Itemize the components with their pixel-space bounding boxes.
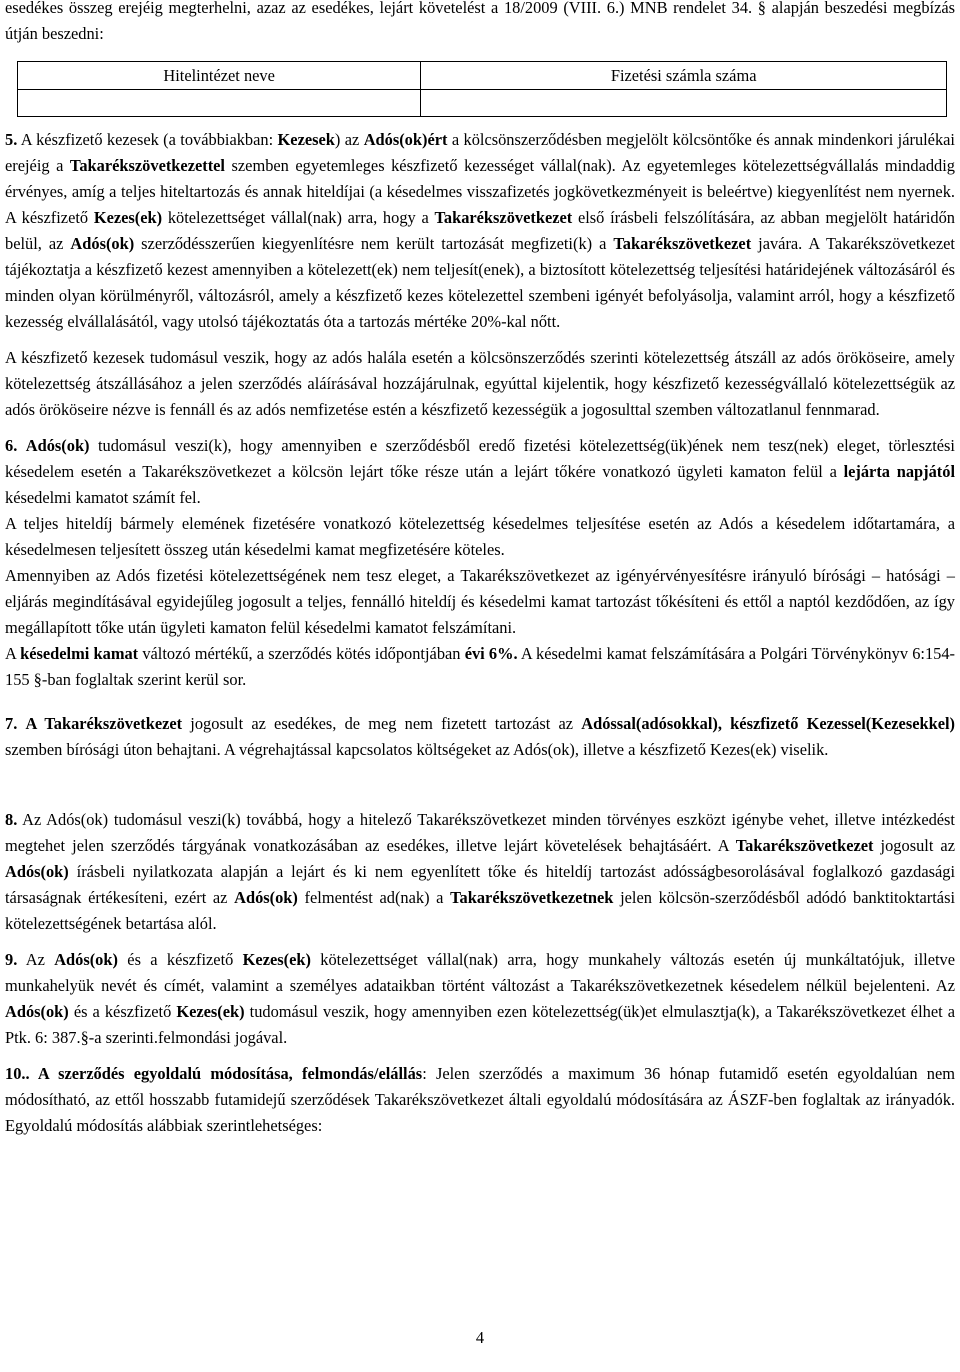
section-6-paragraph-4: A késedelmi kamat változó mértékű, a szerződés kötés időpontjában évi 6%. A késedelmi kamat felszámítására a Polgári Törvénykönyv 6:154-155 §-ban foglaltak szerint kerül sor. xyxy=(5,644,956,689)
section-10-paragraph: 10.. A szerződés egyoldalú módosítása, felmondás/elállás: Jelen szerződés a maximum 36 hónap futamidő esetén egyoldalúan nem módosítható, az ettől hosszabb futamidejű szerződések Takarékszövetkezet általi egyoldalú módosítására az ÁSZF-ben foglaltak az irányadók. Egyoldalú módosítás alábbiak szerintlehetséges: xyxy=(5,1064,955,1135)
section-9-number: 9. xyxy=(5,950,18,969)
section-6-number: 6. xyxy=(5,436,18,455)
section-5-heirs-paragraph: A készfizető kezesek tudomásul veszik, hogy az adós halála esetén a kölcsönszerződés szerinti kötelezettség átszáll az adós örököseire, amely kötelezettség átszállásához a jelen szerződés aláírásával hozzájárulnak, egyúttal kijelentik, hogy készfizető kezességvállaló kötelezettségük az adós örököseire nézve is fennáll és az adós nemfizetése estén a készfizető kezességük a jogosulttal szemben változatlanul fennmarad. xyxy=(5,348,955,419)
section-8-paragraph: 8. Az Adós(ok) tudomásul veszi(k) továbbá, hogy a hitelező Takarékszövetkezet minden törvényes eszközt igénybe vehet, illetve intézkedést megtehet jelen szerződés tárgyának vonatkozásában az esedékes, illetve lejárt követelések behajtásáért. A Takarékszövetkezet jogosult az Adós(ok) írásbeli nyilatkozata alapján a lejárt és ki nem egyenlített tőke és hiteldíj tartozást adósságbesorolásával foglalkozó gazdasági társaságnak értékesíteni, ezért az Adós(ok) felmentést ad(nak) a Takarékszövetkezetnek jelen kölcsön-szerződésből adódó banktitoktartási kötelezettségének betartása alól. xyxy=(5,810,956,933)
bank-account-table xyxy=(17,61,947,117)
section-6-paragraph-3: Amennyiben az Adós fizetési kötelezettségének nem tesz eleget, a Takarékszövetkezet az igényérvényesítésre irányuló bírósági – hatósági – eljárás megindításával egyidejűleg jogosult a teljes, fennálló hiteldíj és késedelmi kamat tartozást tőkésíteni és ettől a naptól kezdődően, az így megállapított tőke után ügyleti kamaton felül késedelmi kamatot felszámítani. xyxy=(5,566,955,637)
section-7-number: 7. xyxy=(5,714,18,733)
header-account-number: Fizetési számla száma xyxy=(421,62,947,90)
document-page xyxy=(5,0,955,1139)
cell-account-number xyxy=(421,90,947,117)
intro-paragraph: esedékes összeg erejéig megterhelni, azaz az esedékes, lejárt követelést a 18/2009 (VIII. 6.) MNB rendelet 34. § alapján beszedési megbízás útján beszedni: xyxy=(5,0,955,43)
section-6-paragraph-2: A teljes hiteldíj bármely elemének fizetésére vonatkozó kötelezettség késedelmes teljesítése esetén az Adós a késedelem időtartamára, a késedelmesen teljesített összeg után késedelmi kamat megfizetésére köteles. xyxy=(5,514,955,559)
section-5-number: 5. xyxy=(5,130,18,149)
page-number: 4 xyxy=(475,1328,485,1347)
section-7-paragraph: 7. A Takarékszövetkezet jogosult az esedékes, de meg nem fizetett tartozást az Adóssal(adósokkal), készfizető Kezessel(Kezesekkel) szemben bírósági úton behajtani. A végrehajtással kapcsolatos költségeket az Adós(ok), illetve a készfizető Kezes(ek) viselik. xyxy=(5,714,955,759)
cell-bank-name xyxy=(18,90,421,117)
section-8-number: 8. xyxy=(5,810,18,829)
section-9-paragraph: 9. Az Adós(ok) és a készfizető Kezes(ek) kötelezettséget vállal(nak) arra, hogy munkahely változás esetén új munkáltatójuk, illetve munkahelyük nevét és címét, valamint a személyes adataikban történt változást a Takarékszövetkezetnek késedelem nélkül bejelenteni. Az Adós(ok) és a készfizető Kezes(ek) tudomásul veszik, hogy amennyiben ezen kötelezettség(ük)et elmulasztja(k), a Takarékszövetkezet élhet a Ptk. 6: 387.§-a szerinti.felmondási jogával. xyxy=(5,950,956,1047)
table-row xyxy=(18,90,947,117)
section-5-paragraph: 5. A készfizető kezesek (a továbbiakban: Kezesek) az Adós(ok)ért a kölcsönszerződésben megjelölt kölcsöntőke és annak mindenkori járulékai erejéig a Takarékszövetkezettel szemben egyetemleges készfizető kezességet vállal(nak). Az egyetemleges kötelezettségvállalás mindaddig érvényes, amíg a teljes hiteltartozás és annak hiteldíjai (a késedelmes visszafizetés jogkövetkezményeit is beleértve) kiegyenlítést nem nyernek. A készfizető Kezes(ek) kötelezettséget vállal(nak) arra, hogy a Takarékszövetkezet első írásbeli felszólítására, az abban megjelölt határidőn belül, az Adós(ok) szerződésszerűen kiegyenlítésre nem került tartozását megfizeti(k) a Takarékszövetkezet javára. A Takarékszövetkezet tájékoztatja a készfizető kezest amennyiben a kötelezett(ek) nem teljesít(enek), a biztosított kötelezettség teljesítési határidejének változásáról és minden olyan körülményről, változásról, amely a készfizető kezes kötelezettel szembeni igényét befolyásolja, valamint arról, hogy a készfizető kezesség elvállalásától, vagy utolsó tájékoztatás óta a tartozás mértéke 20%-kal nőtt. xyxy=(5,130,956,331)
section-6-paragraph: 6. Adós(ok) tudomásul veszi(k), hogy amennyiben e szerződésből eredő fizetési kötelezettség(ük)ének nem tesz(nek) eleget, törlesztési késedelem esetén a Takarékszövetkezet a kölcsön lejárt tőke része után a lejárt tőkére vonatkozó ügyleti kamaton felül a lejárta napjától késedelmi kamatot számít fel. xyxy=(5,436,955,507)
table-header-row xyxy=(18,62,947,90)
section-10-number: 10.. xyxy=(5,1064,30,1083)
header-bank-name: Hitelintézet neve xyxy=(18,62,421,90)
